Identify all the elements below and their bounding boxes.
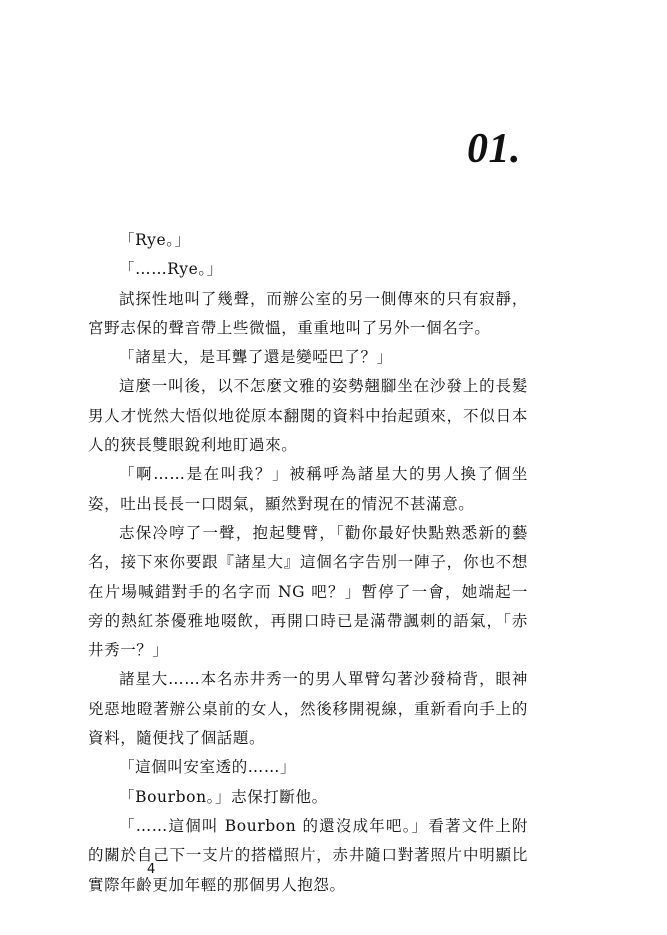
paragraph: 「Rye。」 (119, 231, 191, 249)
chapter-number: 01. (467, 126, 521, 172)
paragraph: 試探性地叫了幾聲，而辦公室的另一側傳來的只有寂靜，宮野志保的聲音帶上些微慍，重重地叫了另外一個名字。 (88, 289, 528, 337)
paragraph: 「……Rye。」 (119, 260, 223, 279)
paragraph: 「啊……是在叫我？」被稱呼為諸星大的男人換了個坐姿，吐出長長一口悶氣，顯然對現在的情況不甚滿意。 (88, 465, 528, 513)
paragraph: 「這個叫安室透的……」 (119, 758, 297, 777)
paragraph: 諸星大……本名赤井秀一的男人單臂勾著沙發椅背，眼神兇惡地瞪著辦公桌前的女人，然後移開視線，重新看向手上的資料，隨便找了個話題。 (88, 670, 528, 748)
page-number: 4 (147, 862, 156, 877)
paragraph: 「……這個叫 Bourbon 的還沒成年吧。」看著文件上附的關於自己下一支片的搭檔照片，赤井隨口對著照片中明顯比實際年齡更加年輕的那個男人抱怨。 (88, 816, 528, 894)
paragraph: 志保冷哼了一聲，抱起雙臂，「勸你最好快點熟悉新的藝名，接下來你要跟『諸星大』這個名字告別一陣子，你也不想在片場喊錯對手的名字而 NG 吧？」暫停了一會，她端起一旁的熱紅茶優雅地啜飲，再開口時已是滿帶諷刺的語氣，「赤井秀一？」 (88, 523, 528, 660)
body-text (88, 226, 528, 900)
paragraph: 「諸星大，是耳聾了還是變啞巴了？」 (119, 348, 393, 367)
paragraph: 「Bourbon。」志保打斷他。 (119, 787, 328, 806)
paragraph: 這麼一叫後，以不怎麼文雅的姿勢翹腳坐在沙發上的長髮男人才恍然大悟似地從原本翻閱的資料中抬起頭來，不似日本人的狹長雙眼銳利地盯過來。 (88, 377, 528, 455)
